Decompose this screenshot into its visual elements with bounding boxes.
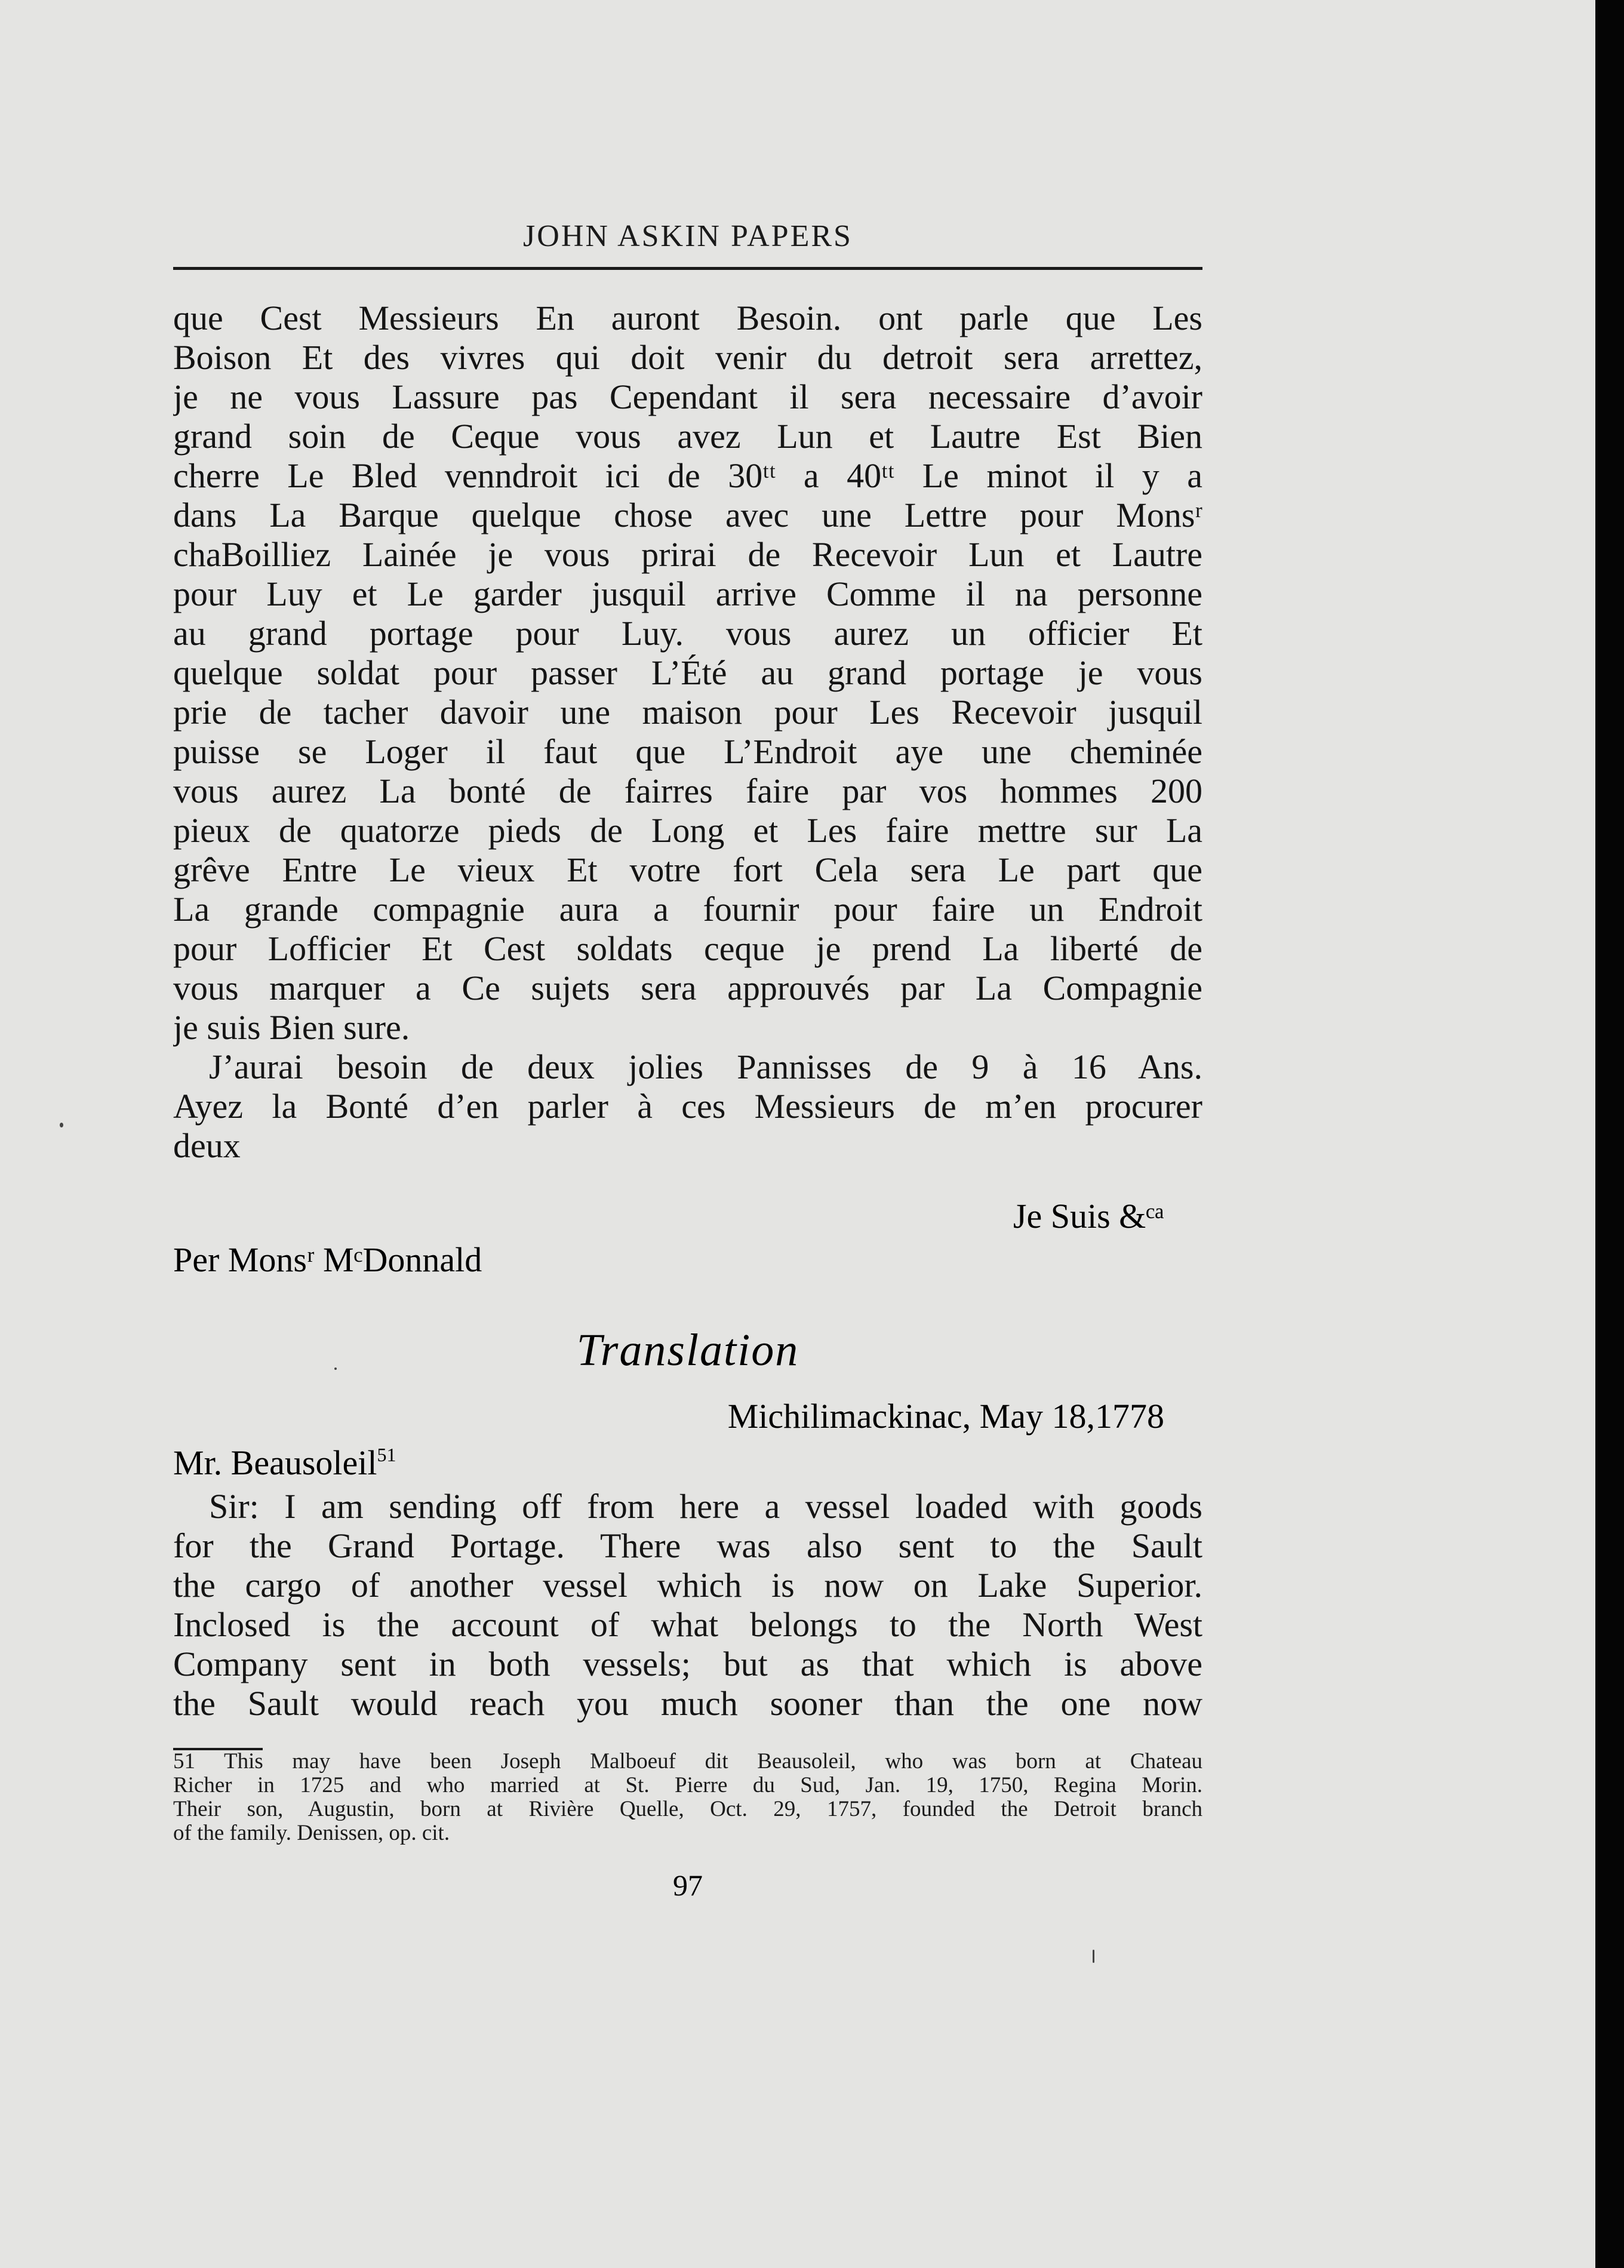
scan-edge bbox=[1595, 0, 1624, 2268]
text-line: que Cest Messieurs En auront Besoin. ont parle que Les bbox=[173, 299, 1202, 337]
text-line: Ayez la Bonté d’en parler à ces Messieurs de m’en procurer bbox=[173, 1087, 1202, 1126]
text-line: puisse se Loger il faut que L’Endroit aye une cheminée bbox=[173, 732, 1202, 771]
footnote-line: Richer in 1725 and who married at St. Pierre du Sud, Jan. 19, 1750, Regina Morin. bbox=[173, 1773, 1202, 1797]
text-line: quelque soldat pour passer L’Été au grand portage je vous bbox=[173, 653, 1202, 692]
text-line: La grande compagnie aura a fournir pour faire un Endroit bbox=[173, 890, 1202, 929]
text-line: grêve Entre Le vieux Et votre fort Cela sera Le part que bbox=[173, 850, 1202, 889]
french-letter-body bbox=[173, 299, 1202, 1166]
section-title: Translation bbox=[576, 1325, 799, 1375]
footnote-line: 51 This may have been Joseph Malboeuf dit Beausoleil, who was born at Chateau bbox=[173, 1749, 1202, 1774]
salutation bbox=[173, 1443, 396, 1483]
footnote bbox=[173, 1750, 1202, 1845]
text-line: Boison Et des vivres qui doit venir du detroit sera arrettez, bbox=[173, 338, 1202, 377]
salutation-text: Mr. Beausoleil bbox=[173, 1443, 377, 1482]
text-line: chaBoilliez Lainée je vous prirai de Recevoir Lun et Lautre bbox=[173, 535, 1202, 574]
text-line: prie de tacher davoir une maison pour Les Recevoir jusquil bbox=[173, 693, 1202, 732]
dateline: Michilimackinac, May 18,1778 bbox=[727, 1397, 1164, 1436]
text-line: Company sent in both vessels; but as that which is above bbox=[173, 1645, 1202, 1683]
letter-closing: Je Suis &ᶜᵃ bbox=[1013, 1197, 1164, 1236]
paper-speck bbox=[334, 1367, 337, 1370]
text-line: Sir: I am sending off from here a vessel loaded with goods bbox=[209, 1487, 1202, 1526]
footnote-reference: 51 bbox=[377, 1444, 396, 1465]
text-line: vous marquer a Ce sujets sera approuvés par La Compagnie bbox=[173, 969, 1202, 1007]
text-line: je ne vous Lassure pas Cependant il sera necessaire d’avoir bbox=[173, 377, 1202, 416]
text-line: grand soin de Ceque vous avez Lun et Lautre Est Bien bbox=[173, 417, 1202, 456]
paper-speck bbox=[1093, 1950, 1094, 1963]
text-line: deux bbox=[173, 1126, 241, 1165]
page-number: 97 bbox=[673, 1869, 703, 1902]
text-line: pour Luy et Le garder jusquil arrive Comme il na personne bbox=[173, 574, 1202, 613]
text-line: the Sault would reach you much sooner than the one now bbox=[173, 1684, 1202, 1723]
text-line: pieux de quatorze pieds de Long et Les faire mettre sur La bbox=[173, 811, 1202, 850]
text-line: je suis Bien sure. bbox=[173, 1008, 410, 1047]
text-line: vous aurez La bonté de fairres faire par vos hommes 200 bbox=[173, 772, 1202, 810]
text-line: Inclosed is the account of what belongs to the North West bbox=[173, 1605, 1202, 1644]
text-line: dans La Barque quelque chose avec une Lettre pour Monsʳ bbox=[173, 496, 1202, 534]
carrier-line: Per Monsʳ MᶜDonnald bbox=[173, 1240, 482, 1279]
text-line: cherre Le Bled venndroit ici de 30ᵗᵗ a 40ᵗᵗ Le minot il y a bbox=[173, 456, 1202, 495]
header-rule bbox=[173, 267, 1202, 270]
text-line: for the Grand Portage. There was also sent to the Sault bbox=[173, 1526, 1202, 1565]
text-line: au grand portage pour Luy. vous aurez un officier Et bbox=[173, 614, 1202, 653]
footnote-line: of the family. Denissen, op. cit. bbox=[173, 1821, 450, 1845]
text-line: J’aurai besoin de deux jolies Pannisses de 9 à 16 Ans. bbox=[209, 1047, 1202, 1086]
translation-body bbox=[173, 1487, 1202, 1723]
running-head: JOHN ASKIN PAPERS bbox=[523, 219, 853, 253]
text-line: pour Lofficier Et Cest soldats ceque je prend La liberté de bbox=[173, 929, 1202, 968]
footnote-line: Their son, Augustin, born at Rivière Quelle, Oct. 29, 1757, founded the Detroit branch bbox=[173, 1797, 1202, 1821]
paper-speck bbox=[60, 1123, 63, 1127]
text-line: the cargo of another vessel which is now on Lake Superior. bbox=[173, 1566, 1202, 1605]
